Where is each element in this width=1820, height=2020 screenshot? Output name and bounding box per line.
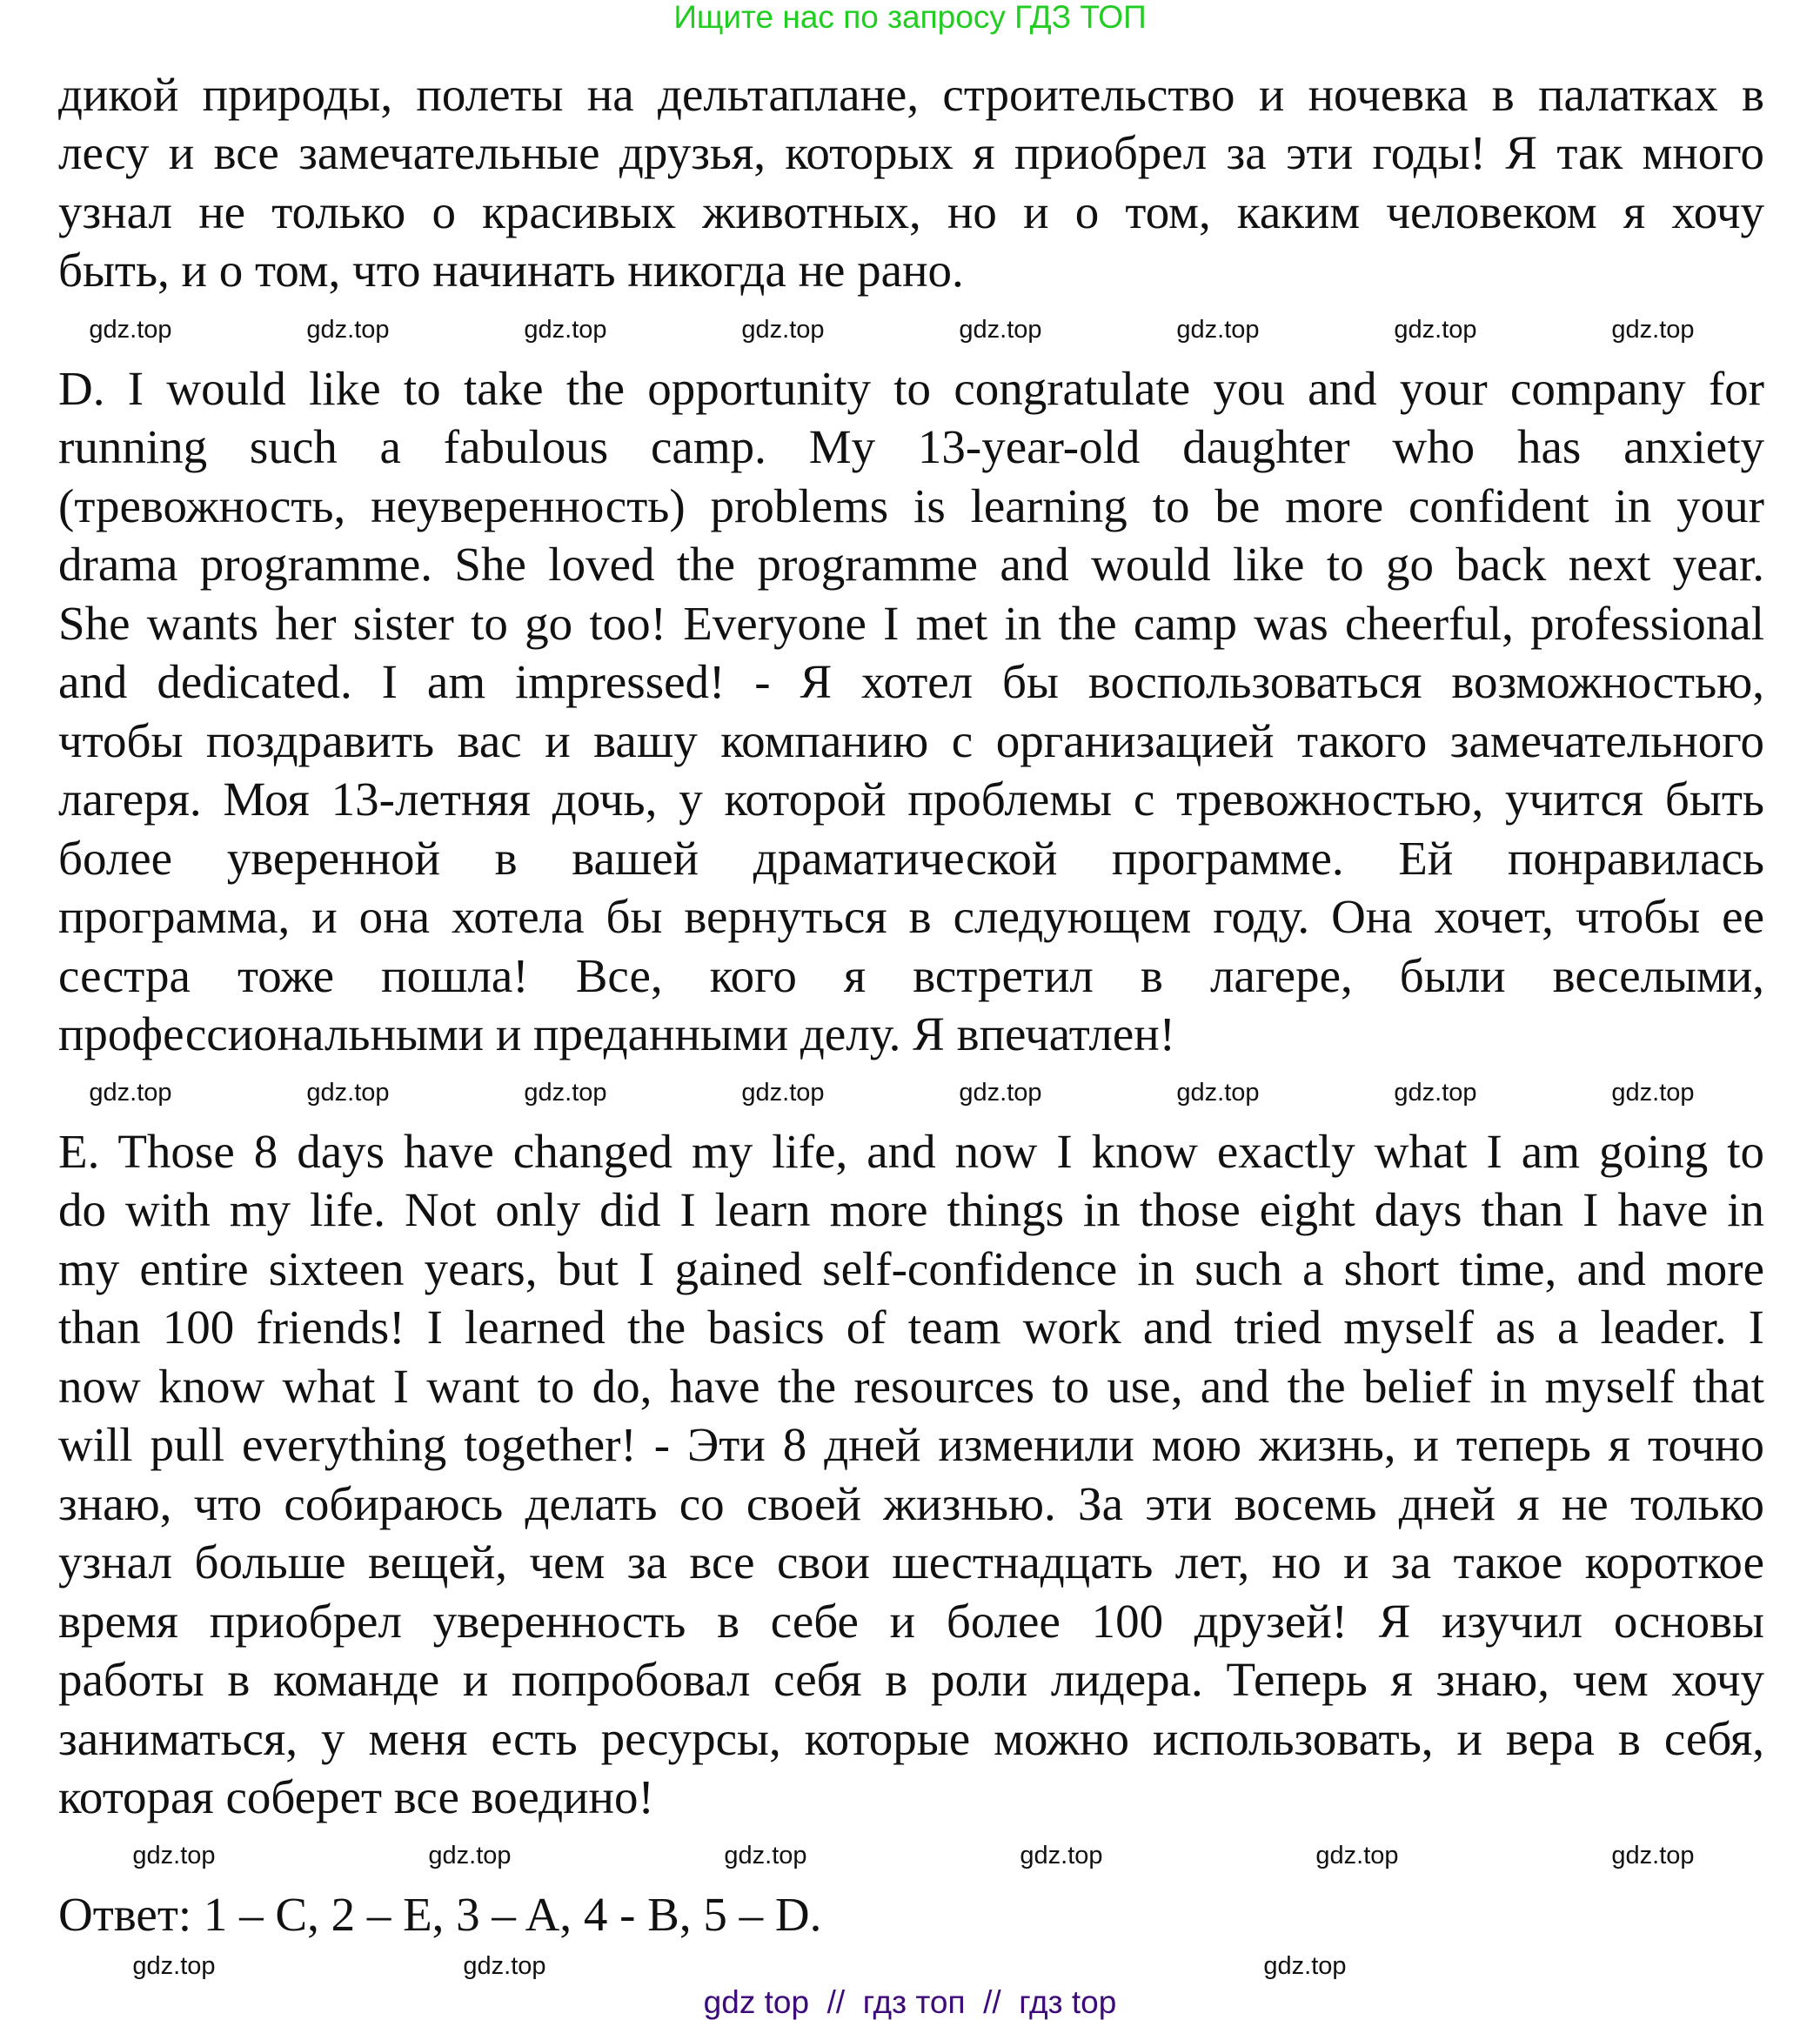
text-line: время приобрел уверенность в себе и более 100 друзей! Я изучил основы (58, 1594, 1764, 1648)
text-line: сестра тоже пошла! Все, кого я встретил в лагере, были веселыми, (58, 948, 1764, 1002)
watermark: gdz.top (959, 1079, 1042, 1107)
watermark: gdz.top (741, 1079, 825, 1107)
text-line: and dedicated. I am impressed! - Я хотел бы воспользоваться возможностью, (58, 655, 1764, 709)
text-line: дикой природы, полеты на дельтаплане, строительство и ночевка в палатках в (58, 67, 1764, 121)
watermark: gdz.top (306, 316, 390, 344)
text-line: более уверенной в вашей драматической программе. Ей понравилась (58, 831, 1764, 885)
paragraph-answer (58, 1885, 1764, 1944)
text-line: программа, и она хотела бы вернуться в следующем году. Она хочет, чтобы ее (58, 890, 1764, 944)
watermark: gdz.top (1394, 1079, 1477, 1107)
watermark: gdz.top (741, 316, 825, 344)
watermark: gdz.top (524, 316, 607, 344)
footer-links: gdz top // гдз топ // гдз top (703, 1984, 1117, 2020)
text-line: than 100 friends! I learned the basics of team work and tried myself as a leader. I (58, 1301, 1764, 1354)
text-line: Ответ: 1 – C, 2 – E, 3 – A, 4 - B, 5 – D. (58, 1887, 822, 1941)
paragraph-c-end (58, 65, 1764, 300)
text-line: running such a fabulous camp. My 13-year-old daughter who has anxiety (58, 420, 1764, 474)
text-line: которая соберет все воедино! (58, 1770, 654, 1824)
search-banner: Ищите нас по запросу ГДЗ ТОП (673, 0, 1147, 35)
text-line: drama programme. She loved the programme and would like to go back next year. (58, 538, 1764, 592)
watermark: gdz.top (132, 1842, 216, 1870)
watermark: gdz.top (724, 1842, 807, 1870)
watermark: gdz.top (1315, 1842, 1399, 1870)
watermark: gdz.top (89, 316, 172, 344)
watermark: gdz.top (89, 1079, 172, 1107)
text-line: чтобы поздравить вас и вашу компанию с организацией такого замечательного (58, 713, 1764, 767)
text-line: узнал больше вещей, чем за все свои шестнадцать лет, но и за такое короткое (58, 1535, 1764, 1589)
text-line: лагеря. Моя 13-летняя дочь, у которой проблемы с тревожностью, учится быть (58, 773, 1764, 826)
watermark: gdz.top (132, 1952, 216, 1980)
watermark: gdz.top (1020, 1842, 1103, 1870)
text-line: will pull everything together! - Эти 8 дней изменили мою жизнь, и теперь я точно (58, 1418, 1764, 1472)
paragraph-e (58, 1122, 1764, 1827)
paragraph-d (58, 359, 1764, 1064)
watermark: gdz.top (428, 1842, 512, 1870)
watermark: gdz.top (1176, 1079, 1260, 1107)
watermark: gdz.top (1394, 316, 1477, 344)
text-line: быть, и о том, что начинать никогда не рано. (58, 244, 964, 298)
text-line: now know what I want to do, have the resources to use, and the belief in myself that (58, 1359, 1764, 1413)
text-line: работы в команде и попробовал себя в роли лидера. Теперь я знаю, чем хочу (58, 1653, 1764, 1707)
watermark: gdz.top (1611, 1842, 1695, 1870)
watermark: gdz.top (1611, 1079, 1695, 1107)
text-line: D. I would like to take the opportunity to congratulate you and your company for (58, 361, 1764, 415)
text-line: E. Those 8 days have changed my life, and now I know exactly what I am going to (58, 1124, 1764, 1178)
watermark: gdz.top (306, 1079, 390, 1107)
watermark: gdz.top (1263, 1952, 1347, 1980)
watermark: gdz.top (1611, 316, 1695, 344)
text-line: do with my life. Not only did I learn more things in those eight days than I have in (58, 1183, 1764, 1237)
watermark: gdz.top (524, 1079, 607, 1107)
text-line: узнал не только о красивых животных, но и о том, каким человеком я хочу (58, 184, 1764, 238)
watermark: gdz.top (463, 1952, 546, 1980)
text-line: She wants her sister to go too! Everyone I met in the camp was cheerful, professional (58, 596, 1764, 650)
text-line: (тревожность, неуверенность) problems is learning to be more confident in your (58, 478, 1764, 532)
text-line: my entire sixteen years, but I gained self-confidence in such a short time, and more (58, 1241, 1764, 1295)
watermark: gdz.top (959, 316, 1042, 344)
text-line: профессиональными и преданными делу. Я впечатлен! (58, 1007, 1175, 1061)
text-line: лесу и все замечательные друзья, которых я приобрел за эти годы! Я так много (58, 126, 1764, 180)
text-line: знаю, что собираюсь делать со своей жизнью. За эти восемь дней я не только (58, 1476, 1764, 1530)
watermark: gdz.top (1176, 316, 1260, 344)
text-line: заниматься, у меня есть ресурсы, которые можно использовать, и вера в себя, (58, 1711, 1764, 1765)
